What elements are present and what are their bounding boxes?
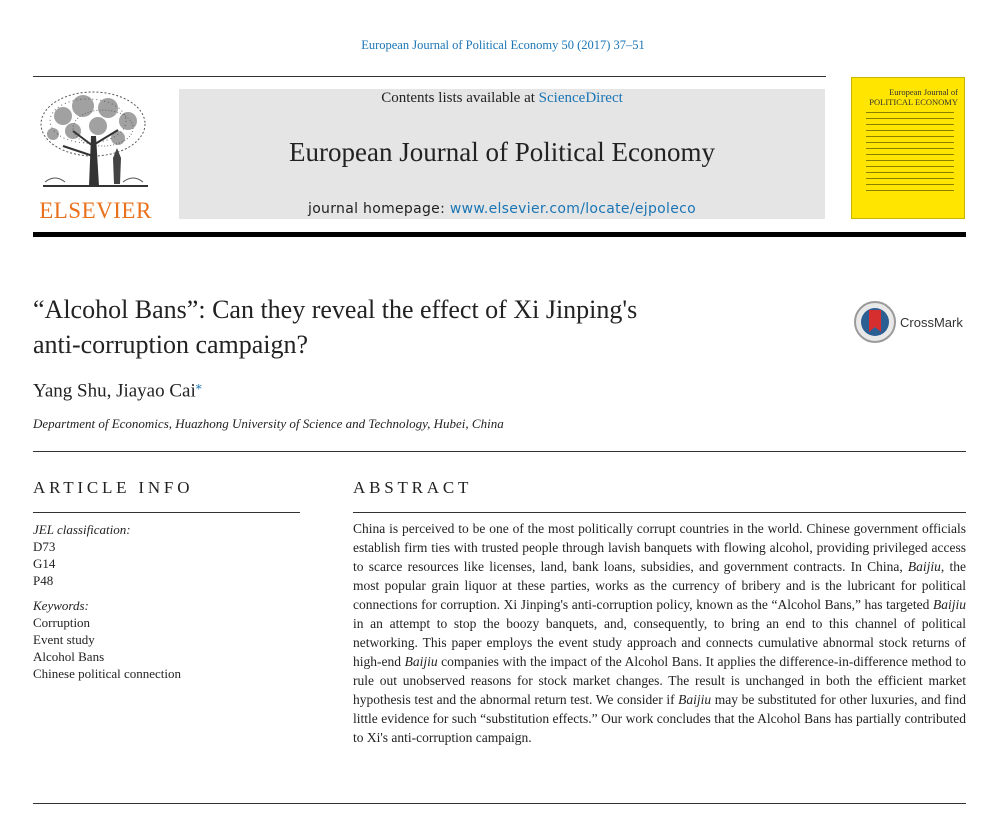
abstract-heading: ABSTRACT — [353, 478, 473, 497]
affiliation: Department of Economics, Huazhong University of Science and Technology, Hubei, China — [33, 416, 504, 431]
journal-citation[interactable]: European Journal of Political Economy 50 (2017) 37–51 — [361, 38, 645, 52]
bottom-rule — [33, 803, 966, 804]
sciencedirect-link[interactable]: ScienceDirect — [538, 90, 623, 106]
journal-title: European Journal of Political Economy — [289, 137, 715, 167]
article-title — [33, 292, 793, 362]
abstract-segment: companies with the impact of the Alcohol Bans. It applies the difference-in-difference method to rule out unobserved reasons for stock market changes. The result is unchanged in both the efficient market hypothesis test and the abnormal return test. We consider if — [353, 654, 966, 707]
elsevier-logo[interactable] — [33, 86, 158, 221]
author-list — [33, 378, 202, 402]
keyword: Event study — [33, 632, 95, 647]
cover-title — [852, 87, 964, 107]
article-info-panel — [33, 521, 300, 682]
abstract-text — [353, 519, 966, 747]
homepage-line — [179, 201, 825, 217]
corresponding-author-marker[interactable]: ⁎ — [195, 378, 202, 392]
tree-icon — [33, 86, 158, 196]
abstract-emphasis: Baijiu — [933, 597, 966, 612]
contents-prefix: Contents lists available at — [381, 90, 539, 106]
crossmark-icon — [853, 300, 897, 344]
cover-title-line1: European Journal of — [889, 87, 958, 97]
jel-label: JEL classification: — [33, 522, 131, 537]
section-divider — [33, 451, 966, 452]
abstract-emphasis: Baijiu — [404, 654, 438, 669]
abstract-segment: , the most popular grain liquor at these parties, works as the currency of bribery and is the lubricant for political connections for corruption. Xi Jinping's anti-corruption policy, known as the “Alcohol Bans,” has targeted — [353, 559, 966, 612]
publisher-wordmark: ELSEVIER — [39, 198, 152, 223]
jel-code: P48 — [33, 573, 54, 588]
abstract-emphasis: Baijiu — [907, 559, 941, 574]
crossmark-button[interactable] — [853, 300, 968, 344]
abstract-segment: in an attempt to stop the boozy banquets, and, consequently, to bring an end to this channel of political networking. This paper employs the event study approach and connects cumulative abnormal stock returns of high-end — [353, 616, 966, 669]
jel-code: D73 — [33, 539, 56, 554]
keywords-label: Keywords: — [33, 598, 89, 613]
contents-line — [179, 90, 825, 107]
homepage-prefix: journal homepage: — [308, 201, 450, 217]
journal-banner — [179, 89, 825, 219]
keyword: Alcohol Bans — [33, 649, 105, 664]
abstract-segment: China is perceived to be one of the most politically corrupt countries in the world. Chinese government officials establish firm ties with trusted people through lavish banquets with flowing alcohol, providing privileged access to scarce resources like licenses, land, bank loans, subsidies, and government contracts. In China, — [353, 521, 966, 574]
article-info-rule — [33, 512, 300, 513]
article-info-heading: ARTICLE INFO — [33, 478, 194, 497]
jel-code: G14 — [33, 556, 56, 571]
cover-toc-lines — [866, 112, 954, 196]
abstract-rule — [353, 512, 966, 513]
crossmark-label: CrossMark — [900, 315, 963, 330]
keyword: Corruption — [33, 615, 91, 630]
author-names: Yang Shu, Jiayao Cai — [33, 380, 196, 402]
keyword: Chinese political connection — [33, 666, 182, 681]
top-rule — [33, 76, 826, 77]
abstract-segment: may be substituted for other luxuries, and find little evidence for such “substitution effects.” Our work concludes that the Alcohol Bans has partially contributed to Xi's anti-corruption campaign. — [353, 692, 966, 745]
cover-title-line2: POLITICAL ECONOMY — [869, 97, 958, 107]
homepage-link[interactable]: www.elsevier.com/locate/ejpoleco — [449, 201, 696, 217]
journal-cover-thumbnail[interactable] — [851, 77, 965, 219]
header-divider — [33, 232, 966, 237]
abstract-emphasis: Baijiu — [678, 692, 712, 707]
article-title-line1: “Alcohol Bans”: Can they reveal the effect of Xi Jinping's — [33, 295, 638, 324]
article-title-line2: anti-corruption campaign? — [33, 330, 309, 359]
